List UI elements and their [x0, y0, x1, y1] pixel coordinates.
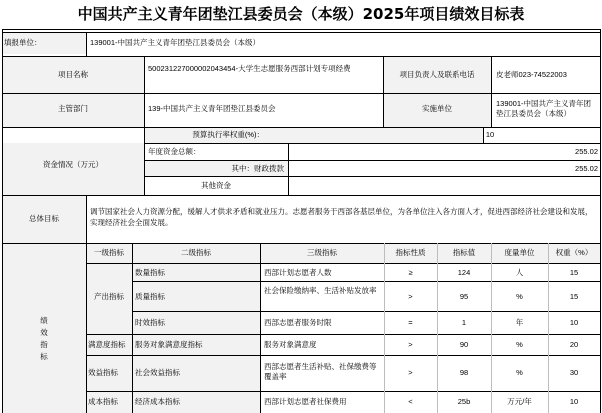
- table-row-5-l3: 西部志愿者生活补贴、社保缴费等覆盖率: [264, 362, 377, 381]
- table-row-4-l1: 满意度指标: [88, 340, 126, 349]
- table-row-4-l3: 服务对象满意度: [264, 340, 317, 349]
- budget-weight-value: 10: [485, 130, 495, 139]
- table-row-3-l3: 西部志愿者服务时限: [264, 318, 332, 327]
- funds-fiscal-value: 255.02: [575, 164, 598, 173]
- table-row-1-l2: 数量指标: [135, 268, 165, 277]
- table-row-6-value: 25b: [457, 397, 471, 406]
- col-header-l1: 一级指标: [94, 248, 124, 257]
- unit-label: 填报单位：: [4, 38, 42, 47]
- table-row-5-l1: 效益指标: [88, 368, 118, 377]
- table-row-5-unit: %: [516, 368, 523, 377]
- funds-total-value: 255.02: [575, 147, 598, 156]
- col-header-value: 指标值: [452, 248, 476, 257]
- col-header-l2: 二级指标: [181, 248, 211, 257]
- table-row-3-nature: =: [408, 318, 413, 327]
- table-row-2-nature: >: [408, 292, 413, 301]
- project-name-value: 500231227000002043454-大学生志愿服务西部计划专项经费: [148, 64, 351, 73]
- table-row-4-nature: >: [408, 340, 413, 349]
- project-manager-value: 皮老师023-74522003: [496, 70, 567, 79]
- table-row-6-l1: 成本指标: [88, 397, 118, 406]
- table-row-3-l2: 时效指标: [135, 318, 165, 327]
- table-row-6-unit: 万元/年: [507, 397, 532, 406]
- col-header-weight: 权重（%）: [555, 248, 593, 257]
- table-row-1-weight: 15: [569, 268, 579, 277]
- table-row-6-l3: 西部计划志愿者社保费用: [264, 397, 347, 406]
- table-row-1-nature: ≥: [408, 268, 413, 277]
- table-row-1-unit: 人: [515, 268, 524, 277]
- row-output-l1: 产出指标: [94, 292, 124, 301]
- col-header-unit: 度量单位: [504, 248, 535, 257]
- funds-fiscal-label: 其中：财政拨款: [231, 164, 284, 173]
- table-row-2-unit: %: [516, 292, 523, 301]
- table-row-6-weight: 10: [569, 397, 579, 406]
- budget-weight-label: 预算执行率权重(%)：: [192, 130, 264, 139]
- table-row-2-weight: 15: [569, 292, 579, 301]
- indicators-side-label: 绩效指标: [40, 316, 48, 361]
- table-row-5-nature: >: [408, 368, 413, 377]
- table-row-4-value: 90: [459, 340, 469, 349]
- table-row-1-l3: 西部计划志愿者人数: [264, 268, 332, 277]
- col-header-nature: 指标性质: [395, 248, 426, 257]
- unit-value: 139001-中国共产主义青年团垫江县委员会（本级）: [90, 38, 261, 47]
- table-row-1-value: 124: [457, 268, 471, 277]
- table-row-6-nature: <: [408, 397, 413, 406]
- impl-label: 实施单位: [422, 104, 452, 113]
- goal-label: 总体目标: [29, 214, 59, 223]
- table-row-2-l2: 质量指标: [135, 292, 165, 301]
- col-header-l3: 三级指标: [307, 248, 337, 257]
- table-row-3-weight: 10: [569, 318, 579, 327]
- impl-value: 139001-中国共产主义青年团垫江县委员会（本级）: [496, 99, 592, 118]
- table-row-5-l2: 社会效益指标: [135, 368, 180, 377]
- table-row-6-l2: 经济成本指标: [135, 397, 180, 406]
- table-row-2-l3: 社会保险缴纳率、生活补贴发放率: [264, 286, 377, 295]
- goal-text: 调节国家社会人力资源分配，缓解人才供求矛盾和就业压力。志愿者服务于西部各基层单位，为各单位注入各方面人才，促进西部经济社会建设和发展，实现经济社会全面发展。: [90, 207, 593, 227]
- project-name-label: 项目名称: [58, 70, 88, 79]
- project-manager-label: 项目负责人及联系电话: [399, 70, 475, 79]
- table-row-4-weight: 20: [569, 340, 579, 349]
- table-row-5-value: 98: [459, 368, 469, 377]
- funds-other-label: 其他资金: [201, 181, 231, 190]
- page-title: 中国共产主义青年团垫江县委员会（本级）2025年项目绩效目标表: [77, 5, 525, 23]
- dept-label: 主管部门: [58, 104, 88, 113]
- table-row-3-value: 1: [461, 318, 467, 327]
- dept-value: 139-中国共产主义青年团垫江县委员会: [148, 104, 276, 113]
- table-row-4-l2: 服务对象满意度指标: [135, 340, 203, 349]
- table-row-2-value: 95: [459, 292, 469, 301]
- table-row-5-weight: 30: [569, 368, 579, 377]
- funds-label: 资金情况（万元）: [43, 160, 103, 169]
- table-row-3-unit: 年: [515, 318, 524, 327]
- table-row-4-unit: %: [516, 340, 523, 349]
- funds-total-label: 年度资金总额：: [148, 147, 201, 156]
